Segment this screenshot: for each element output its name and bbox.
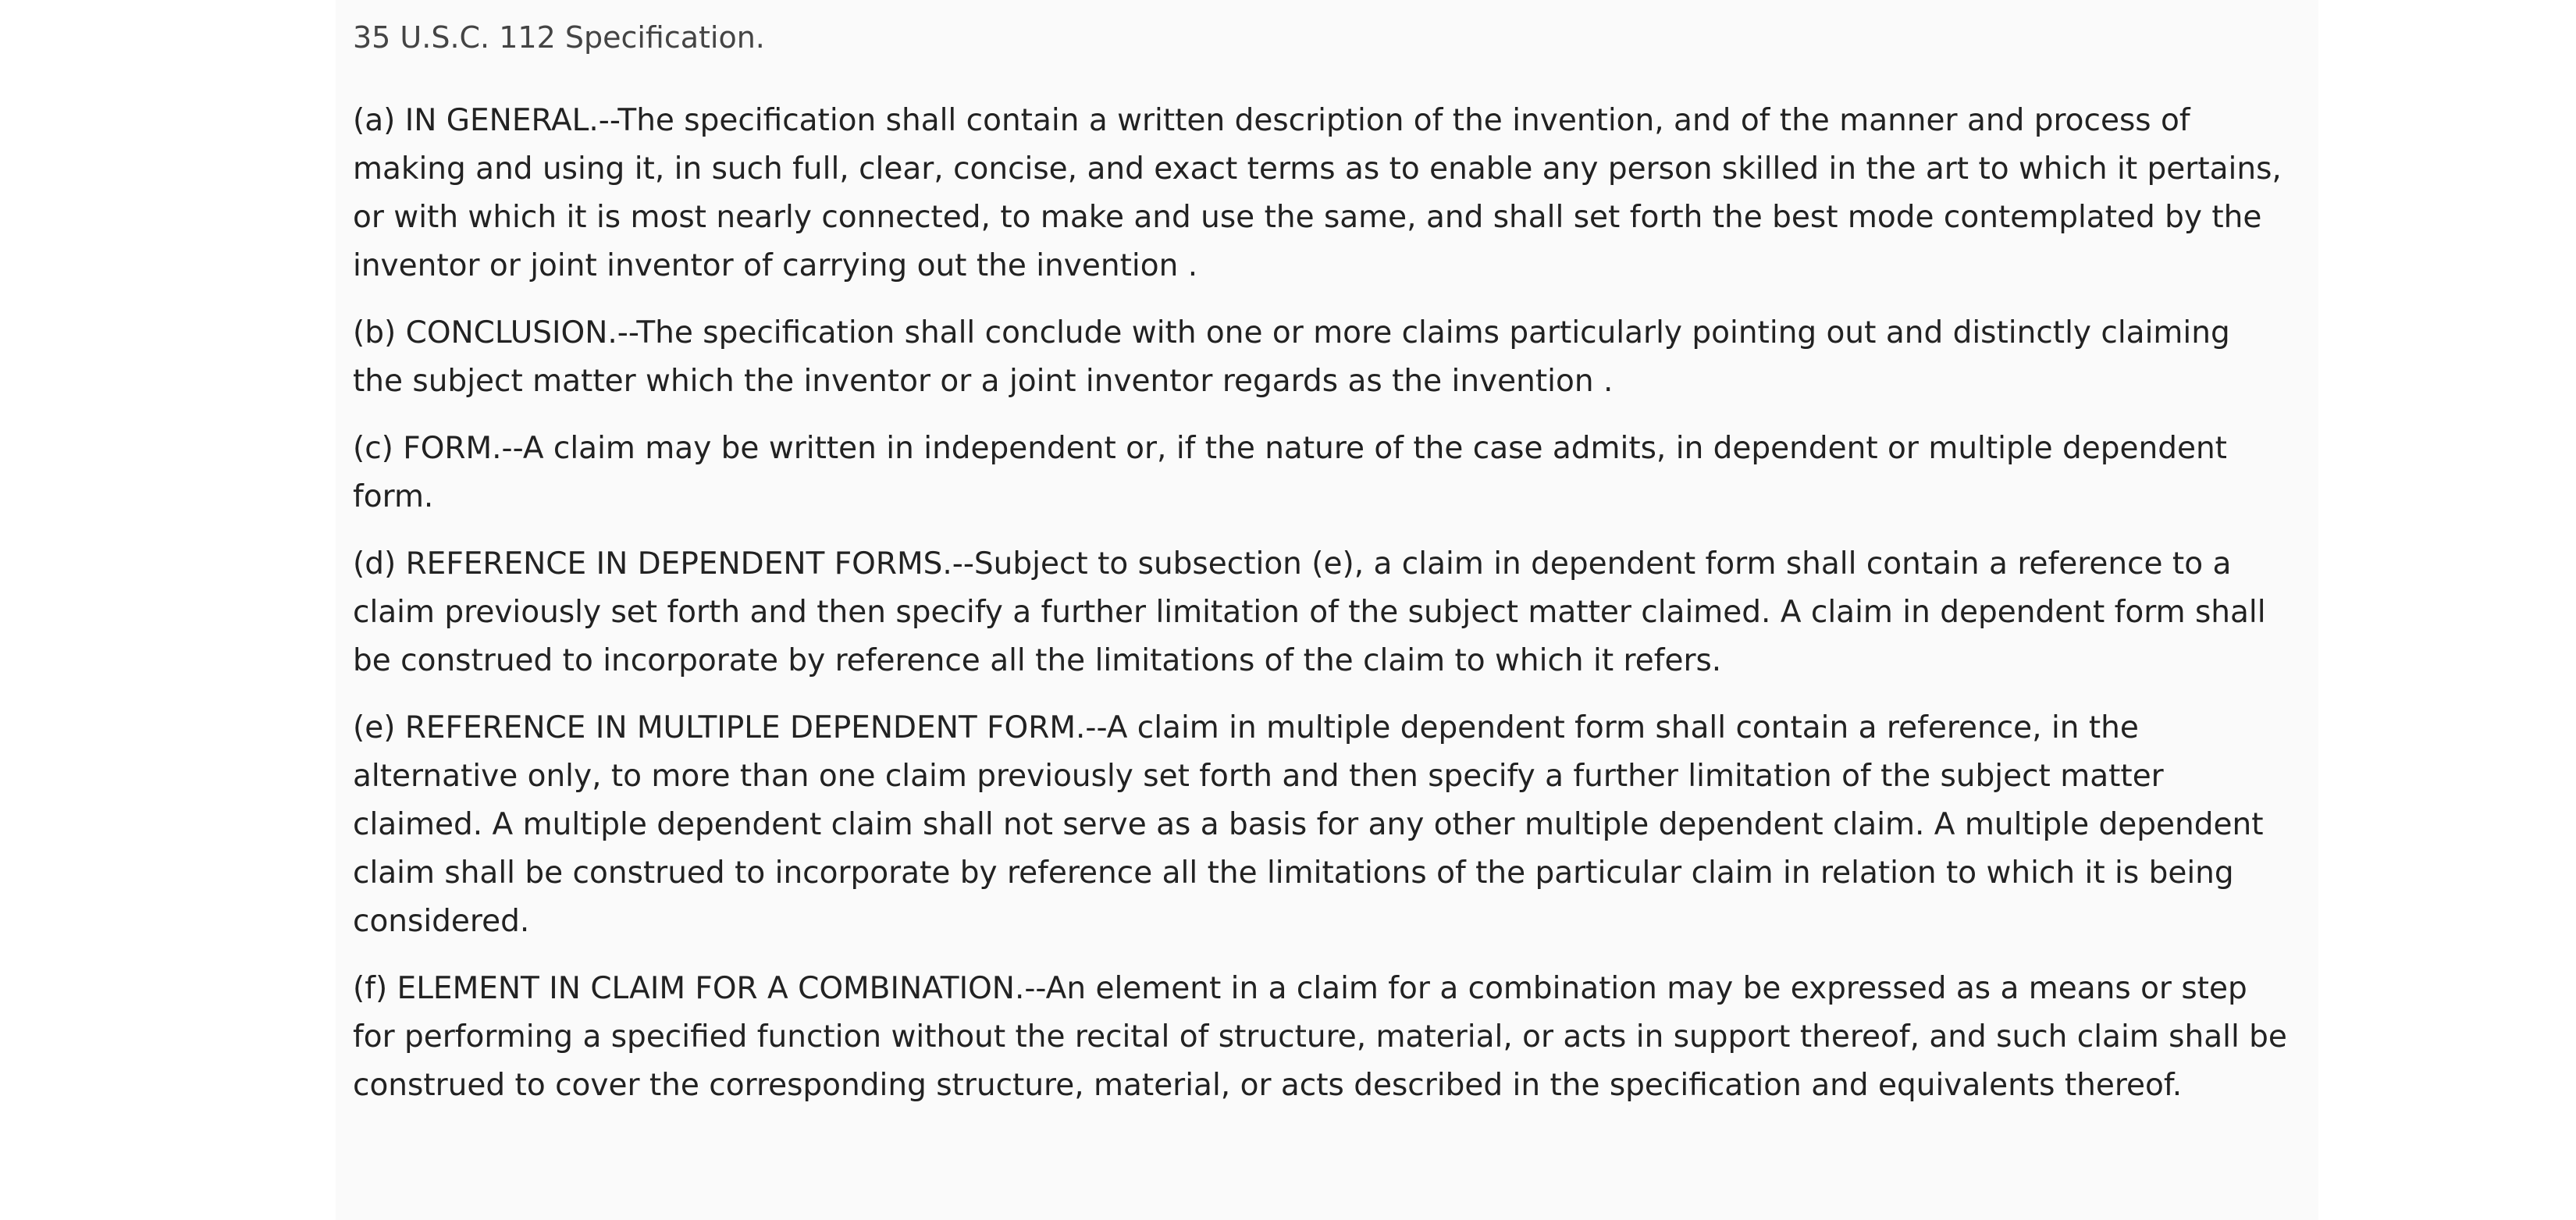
section-b: (b) CONCLUSION.--The specification shall conclude with one or more claims particularly pointing out and distinctly claiming the subject matter which the inventor or a joint inventor regards as the invention . xyxy=(353,315,2230,399)
section-e: (e) REFERENCE IN MULTIPLE DEPENDENT FORM.--A claim in multiple dependent form shall contain a reference, in the alternative only, to more than one claim previously set forth and then specify a further limitation of the subject matter claimed. A multiple dependent claim shall not serve as a basis for any other multiple dependent claim. A multiple dependent claim shall be construed to incorporate by reference all the limitations of the particular claim in relation to which it is being considered. xyxy=(353,710,2264,939)
section-c: (c) FORM.--A claim may be written in independent or, if the nature of the case admits, in dependent or multiple dependent form. xyxy=(353,431,2227,514)
document-title: 35 U.S.C. 112 Specification. xyxy=(353,20,765,55)
section-f: (f) ELEMENT IN CLAIM FOR A COMBINATION.--An element in a claim for a combination may be expressed as a means or step for performing a specified function without the recital of structure, material, or acts in support thereof, and such claim shall be construed to cover the corresponding structure, material, or acts described in the specification and equivalents thereof. xyxy=(353,971,2287,1103)
document-content xyxy=(353,14,2289,1110)
section-d: (d) REFERENCE IN DEPENDENT FORMS.--Subject to subsection (e), a claim in dependent form shall contain a reference to a claim previously set forth and then specify a further limitation of the subject matter claimed. A claim in dependent form shall be construed to incorporate by reference all the limitations of the claim to which it refers. xyxy=(353,546,2266,678)
document-panel xyxy=(336,0,2318,1220)
section-a: (a) IN GENERAL.--The specification shall contain a written description of the invention, and of the manner and process of making and using it, in such full, clear, concise, and exact terms as to enable any person skilled in the art to which it pertains, or with which it is most nearly connected, to make and use the same, and shall set forth the best mode contemplated by the inventor or joint inventor of carrying out the invention . xyxy=(353,103,2282,283)
